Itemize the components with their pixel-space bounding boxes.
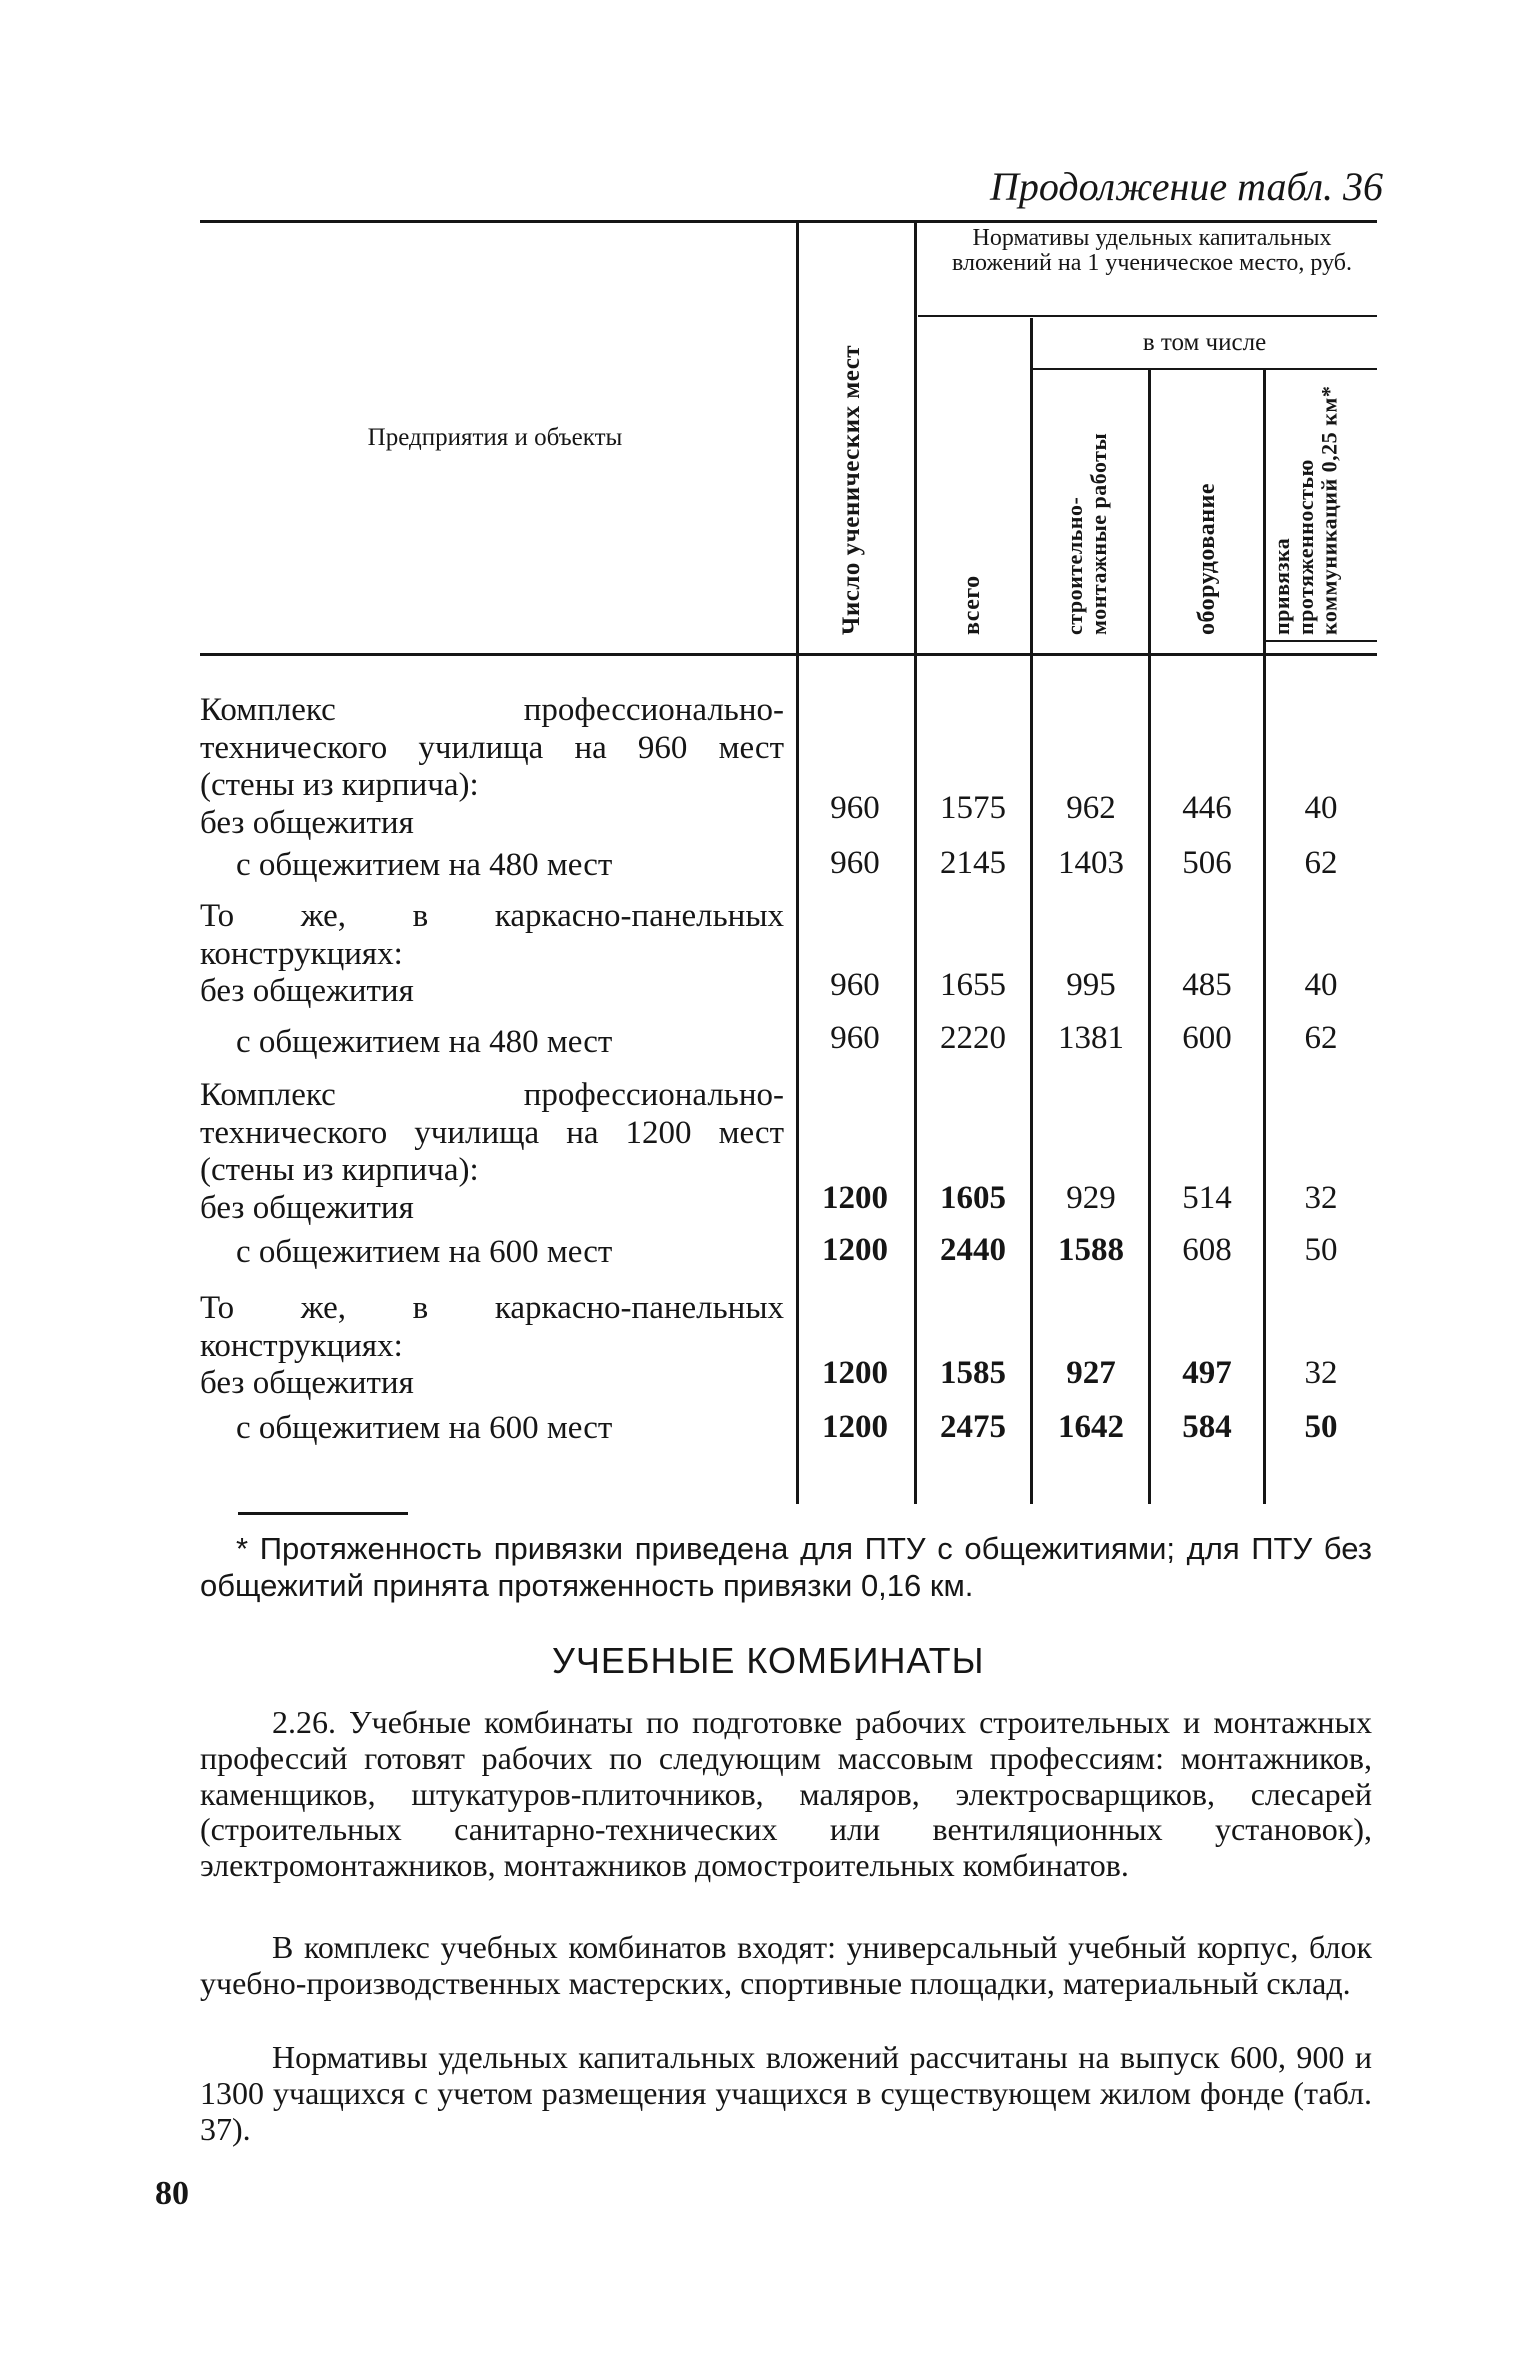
table-header-rule: [200, 653, 1377, 656]
subgroup-header-rule: [1032, 368, 1377, 370]
cell-construction: 1403: [1058, 845, 1124, 881]
header-bottom-rule: [1265, 640, 1377, 642]
row-label: с общежитием на 600 мест: [236, 1234, 613, 1270]
cell-communications: 62: [1304, 845, 1338, 881]
cell-places: 1200: [822, 1409, 888, 1445]
col-communications-header: привязка протяженностью коммуникаций 0,25 км*: [1269, 385, 1342, 635]
row-label: с общежитием на 480 мест: [236, 847, 613, 883]
group-header-rule: [918, 315, 1377, 317]
cell-communications: 40: [1304, 790, 1338, 826]
section-heading: УЧЕБНЫЕ КОМБИНАТЫ: [552, 1640, 985, 1681]
col-equipment-header: оборудование: [1194, 482, 1220, 635]
cell-places: 960: [830, 790, 880, 826]
row-label: с общежитием на 600 мест: [236, 1410, 613, 1446]
row-label-text: Комплекс профессионально-технического училища на 960 мест (стены из кирпича): без общежития: [200, 692, 784, 841]
cell-places: 960: [830, 967, 880, 1003]
cell-communications: 50: [1304, 1409, 1338, 1445]
cell-construction: 995: [1066, 967, 1116, 1003]
footnote-separator: [238, 1512, 408, 1515]
cell-equipment: 497: [1182, 1355, 1232, 1391]
cell-total: 1585: [940, 1355, 1006, 1391]
cell-construction: 1642: [1058, 1409, 1124, 1445]
row-label: То же, в каркасно-панельных конструкциях: без общежития: [200, 898, 784, 1010]
cell-construction: 929: [1066, 1180, 1116, 1216]
cell-equipment: 600: [1182, 1020, 1232, 1056]
cell-places: 960: [830, 1020, 880, 1056]
cell-equipment: 584: [1182, 1409, 1232, 1445]
paragraph: В комплекс учебных комбинатов входят: универсальный учебный корпус, блок учебно-производственных мастерских, спортивные площадки, материальный склад.: [200, 1929, 1372, 2001]
table-caption: Продолжение табл. 36: [990, 164, 1384, 209]
col-total-header: всего: [959, 575, 985, 635]
cell-places: 1200: [822, 1232, 888, 1268]
cell-equipment: 608: [1182, 1232, 1232, 1268]
row-label: Комплекс профессионально-технического училища на 1200 мест (стены из кирпича): без общежития: [200, 1077, 784, 1226]
page-number: 80: [155, 2175, 189, 2212]
cell-construction: 1588: [1058, 1232, 1124, 1268]
cell-total: 2475: [940, 1409, 1006, 1445]
cell-construction: 962: [1066, 790, 1116, 826]
cell-equipment: 514: [1182, 1180, 1232, 1216]
col-construction-header: строительно-монтажные работы: [1062, 432, 1111, 635]
column-divider: [1030, 318, 1033, 1504]
cell-total: 1605: [940, 1180, 1006, 1216]
cell-total: 2440: [940, 1232, 1006, 1268]
col-objects-header: Предприятия и объекты: [367, 424, 623, 451]
cell-equipment: 506: [1182, 845, 1232, 881]
cell-total: 2220: [940, 1020, 1006, 1056]
cell-construction: 1381: [1058, 1020, 1124, 1056]
cell-equipment: 446: [1182, 790, 1232, 826]
cell-equipment: 485: [1182, 967, 1232, 1003]
cell-total: 1575: [940, 790, 1006, 826]
column-divider: [1148, 370, 1151, 1504]
row-label: То же, в каркасно-панельных конструкциях: без общежития: [200, 1290, 784, 1402]
col-places-header: Число ученических мест: [838, 344, 865, 635]
table-top-rule: [200, 220, 1377, 223]
paragraph: 2.26. Учебные комбинаты по подготовке рабочих строительных и монтажных профессий готовят рабочих по следующим массовым профессиям: монтажников, каменщиков, штукатуров-плиточников, маляров, электросварщиков, слесарей (строительных санитарно-технических или вентиляционных установок), электромонтажников, монтажников домостроительных комбинатов.: [200, 1704, 1372, 1884]
cell-communications: 32: [1304, 1180, 1338, 1216]
cell-communications: 62: [1304, 1020, 1338, 1056]
cell-communications: 40: [1304, 967, 1338, 1003]
row-label: с общежитием на 480 мест: [236, 1024, 613, 1060]
cell-communications: 50: [1304, 1232, 1338, 1268]
cell-communications: 32: [1304, 1355, 1338, 1391]
paragraph: Нормативы удельных капитальных вложений рассчитаны на выпуск 600, 900 и 1300 учащихся с учетом размещения учащихся в существующем жилом фонде (табл. 37).: [200, 2039, 1372, 2147]
subgroup-header: в том числе: [1142, 329, 1267, 356]
cell-construction: 927: [1066, 1355, 1116, 1391]
row-label: [200, 692, 784, 842]
group-header: Нормативы удельных капитальных вложений на 1 ученическое место, руб.: [952, 225, 1352, 277]
table-footnote: * Протяженность привязки приведена для ПТУ с общежитиями; для ПТУ без общежитий принята протяженность привязки 0,16 км.: [200, 1531, 1372, 1604]
column-divider: [914, 222, 917, 1504]
cell-places: 960: [830, 845, 880, 881]
cell-total: 2145: [940, 845, 1006, 881]
cell-places: 1200: [822, 1355, 888, 1391]
cell-total: 1655: [940, 967, 1006, 1003]
column-divider: [796, 222, 799, 1504]
column-divider: [1263, 370, 1266, 1504]
cell-places: 1200: [822, 1180, 888, 1216]
